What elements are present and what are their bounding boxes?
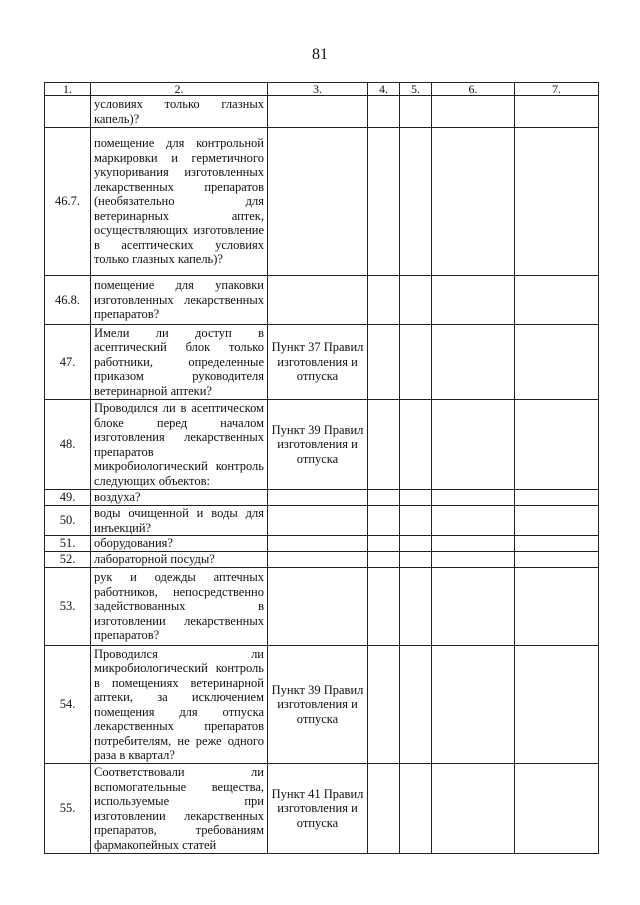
row-number: 46.8.: [45, 276, 91, 325]
row-number: 49.: [45, 490, 91, 506]
row-question: помещение для упаковки изготовленных лекарственных препаратов?: [91, 276, 268, 325]
empty-cell: [432, 276, 515, 325]
empty-cell: [368, 400, 400, 490]
empty-cell: [368, 96, 400, 128]
row-reference: Пункт 37 Правил изготовления и отпуска: [268, 325, 368, 400]
row-number: 51.: [45, 536, 91, 552]
empty-cell: [432, 506, 515, 536]
table-row: [45, 536, 599, 552]
empty-cell: [400, 568, 432, 646]
row-question: Имели ли доступ в асептический блок только работники, определенные приказом руководителя ветеринарной аптеки?: [91, 325, 268, 400]
empty-cell: [515, 276, 599, 325]
row-reference: [268, 128, 368, 276]
table-row: [45, 400, 599, 490]
row-question: условиях только глазных капель)?: [91, 96, 268, 128]
row-number: 50.: [45, 506, 91, 536]
empty-cell: [400, 552, 432, 568]
row-reference: [268, 536, 368, 552]
table-row: [45, 490, 599, 506]
empty-cell: [432, 764, 515, 854]
empty-cell: [432, 128, 515, 276]
row-number: 55.: [45, 764, 91, 854]
empty-cell: [368, 568, 400, 646]
table-row: [45, 276, 599, 325]
column-header: 3.: [268, 83, 368, 96]
empty-cell: [400, 536, 432, 552]
row-question: лабораторной посуды?: [91, 552, 268, 568]
row-question: оборудования?: [91, 536, 268, 552]
column-header: 1.: [45, 83, 91, 96]
empty-cell: [432, 552, 515, 568]
column-header: 4.: [368, 83, 400, 96]
empty-cell: [400, 128, 432, 276]
empty-cell: [368, 506, 400, 536]
row-reference: Пункт 39 Правил изготовления и отпуска: [268, 646, 368, 764]
row-number: [45, 96, 91, 128]
empty-cell: [432, 325, 515, 400]
empty-cell: [515, 325, 599, 400]
empty-cell: [515, 400, 599, 490]
empty-cell: [400, 490, 432, 506]
row-question: воздуха?: [91, 490, 268, 506]
table-row: [45, 552, 599, 568]
table-row: [45, 568, 599, 646]
row-question: воды очищенной и воды для инъекций?: [91, 506, 268, 536]
empty-cell: [400, 96, 432, 128]
empty-cell: [515, 568, 599, 646]
empty-cell: [368, 552, 400, 568]
column-header: 6.: [432, 83, 515, 96]
empty-cell: [368, 490, 400, 506]
empty-cell: [368, 276, 400, 325]
empty-cell: [400, 646, 432, 764]
empty-cell: [515, 764, 599, 854]
empty-cell: [515, 506, 599, 536]
empty-cell: [368, 325, 400, 400]
table-row: [45, 128, 599, 276]
empty-cell: [515, 536, 599, 552]
checklist-table: [44, 82, 599, 854]
column-header: 5.: [400, 83, 432, 96]
empty-cell: [432, 490, 515, 506]
empty-cell: [400, 276, 432, 325]
empty-cell: [400, 764, 432, 854]
table-row: [45, 96, 599, 128]
empty-cell: [368, 646, 400, 764]
table-row: [45, 764, 599, 854]
row-question: Соответствовали ли вспомогательные вещества, используемые при изготовлении лекарственных препаратов, требованиям фармакопейных статей: [91, 764, 268, 854]
row-number: 48.: [45, 400, 91, 490]
row-reference: [268, 96, 368, 128]
row-number: 53.: [45, 568, 91, 646]
row-question: рук и одежды аптечных работников, непосредственно задействованных в изготовлении лекарственных препаратов?: [91, 568, 268, 646]
empty-cell: [368, 764, 400, 854]
row-reference: Пункт 39 Правил изготовления и отпуска: [268, 400, 368, 490]
table-row: [45, 646, 599, 764]
row-reference: Пункт 41 Правил изготовления и отпуска: [268, 764, 368, 854]
row-number: 47.: [45, 325, 91, 400]
empty-cell: [400, 400, 432, 490]
empty-cell: [432, 646, 515, 764]
empty-cell: [400, 325, 432, 400]
row-question: помещение для контрольной маркировки и герметичного укупоривания изготовленных лекарственных препаратов (необязательно для ветеринарных аптек, осуществляющих изготовление в асептических условиях только глазных капель)?: [91, 128, 268, 276]
empty-cell: [368, 536, 400, 552]
row-reference: [268, 552, 368, 568]
table-header-row: [45, 83, 599, 96]
empty-cell: [432, 536, 515, 552]
empty-cell: [515, 490, 599, 506]
row-question: Проводился ли микробиологический контроль в помещениях ветеринарной аптеки, за исключением помещения для отпуска лекарственных препаратов потребителям, не реже одного раза в квартал?: [91, 646, 268, 764]
empty-cell: [515, 128, 599, 276]
row-number: 52.: [45, 552, 91, 568]
row-reference: [268, 568, 368, 646]
column-header: 2.: [91, 83, 268, 96]
row-number: 54.: [45, 646, 91, 764]
table-row: [45, 506, 599, 536]
empty-cell: [515, 552, 599, 568]
page-number: 81: [312, 46, 328, 63]
empty-cell: [432, 400, 515, 490]
table-row: [45, 325, 599, 400]
row-reference: [268, 276, 368, 325]
empty-cell: [515, 96, 599, 128]
row-reference: [268, 490, 368, 506]
row-reference: [268, 506, 368, 536]
empty-cell: [400, 506, 432, 536]
column-header: 7.: [515, 83, 599, 96]
empty-cell: [368, 128, 400, 276]
empty-cell: [432, 568, 515, 646]
empty-cell: [432, 96, 515, 128]
row-number: 46.7.: [45, 128, 91, 276]
empty-cell: [515, 646, 599, 764]
row-question: Проводился ли в асептическом блоке перед началом изготовления лекарственных препаратов микробиологический контроль следующих объектов:: [91, 400, 268, 490]
